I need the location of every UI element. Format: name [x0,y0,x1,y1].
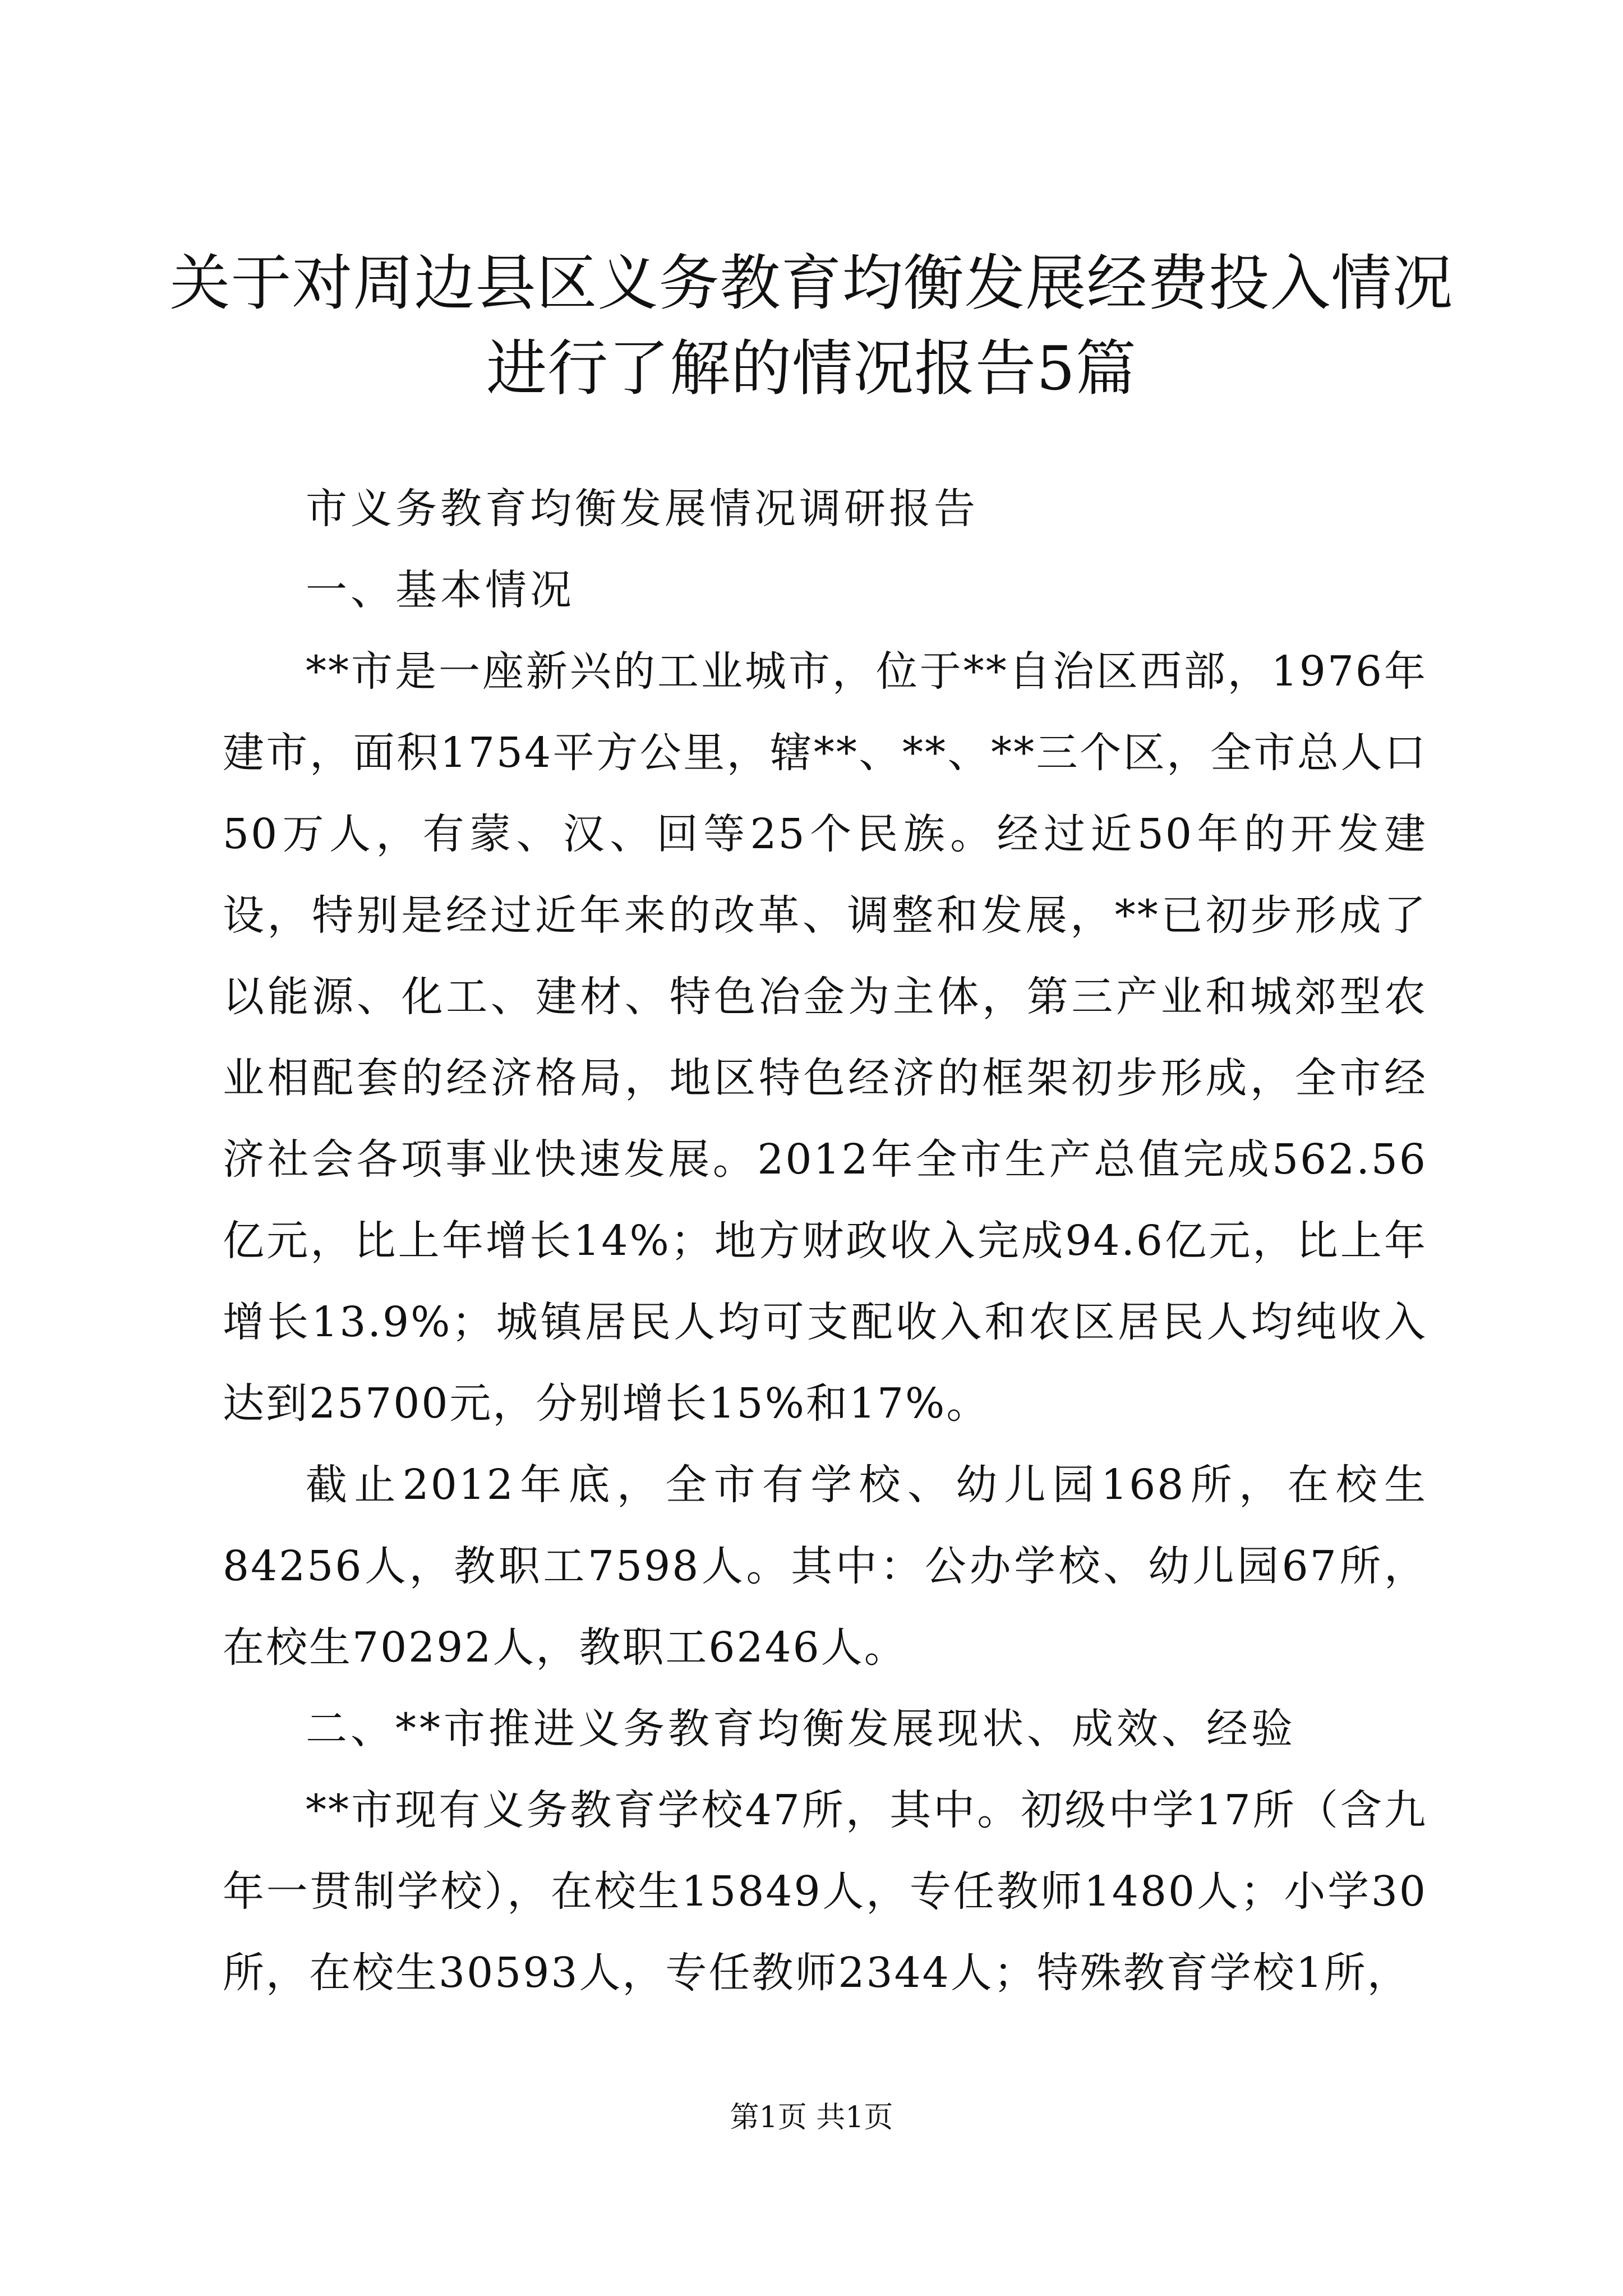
section-heading-status: 二、**市推进义务教育均衡发展现状、成效、经验 [306,1705,1296,1753]
section-subtitle: 市义务教育均衡发展情况调研报告 [306,485,979,533]
document-body [223,468,1427,2014]
paragraph-city-overview: **市是一座新兴的工业城市，位于**自治区西部，1976年建市，面积1754平方公里，辖**、**、**三个区，全市总人口50万人，有蒙、汉、回等25个民族。经过近50年的开发建设，特别是经过近年来的改革、调整和发展，**已初步形成了以能源、化工、建材、特色冶金为主体，第三产业和城郊型农业相配套的经济格局，地区特色经济的框架初步形成，全市经济社会各项事业快速发展。2012年全市生产总值完成562.56亿元，比上年增长14%；地方财政收入完成94.6亿元，比上年增长13.9%；城镇居民人均可支配收入和农区居民人均纯收入达到25700元，分别增长15%和17%。 [223,647,1427,1428]
section-heading-basic: 一、基本情况 [306,566,575,614]
paragraph-school-stats: 截止2012年底，全市有学校、幼儿园168所，在校生84256人，教职工7598人。其中：公办学校、幼儿园67所，在校生70292人，教职工6246人。 [223,1461,1427,1672]
paragraph-compulsory-schools: **市现有义务教育学校47所，其中。初级中学17所（含九年一贯制学校），在校生15849人，专任教师1480人；小学30所，在校生30593人，专任教师2344人；特殊教育学校1所， [223,1786,1427,1997]
document-title: 关于对周边县区义务教育均衡发展经费投入情况进行了解的情况报告5篇 [169,249,1454,404]
page-footer: 第1页 共1页 [730,2101,893,2134]
